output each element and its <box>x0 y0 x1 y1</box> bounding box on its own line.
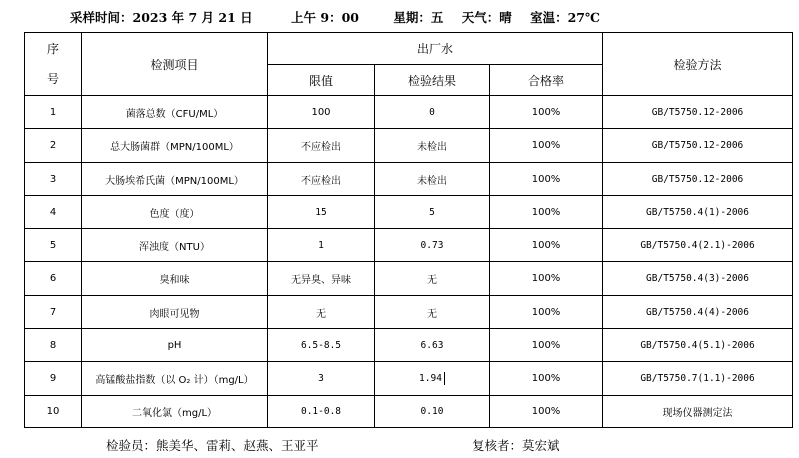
inspection-table <box>24 32 793 428</box>
row-limit: 不应检出 <box>268 163 375 196</box>
row-number: 7 <box>25 296 82 329</box>
col-header-pass-rate: 合格率 <box>490 65 603 96</box>
row-method: GB/T5750.4(5.1)-2006 <box>603 329 793 362</box>
row-number: 5 <box>25 229 82 262</box>
row-method: GB/T5750.4(1)-2006 <box>603 196 793 229</box>
row-result: 6.63 <box>375 329 490 362</box>
row-limit: 不应检出 <box>268 129 375 163</box>
row-pass-rate: 100% <box>490 296 603 329</box>
row-pass-rate: 100% <box>490 262 603 296</box>
row-number: 8 <box>25 329 82 362</box>
weather: 天气：晴 <box>461 10 512 25</box>
report-header <box>70 8 600 26</box>
reviewer: 复核者：莫宏斌 <box>472 438 560 453</box>
row-limit: 15 <box>268 196 375 229</box>
row-pass-rate: 100% <box>490 196 603 229</box>
col-header-method: 检验方法 <box>603 33 793 96</box>
table-row <box>25 163 793 196</box>
row-number: 3 <box>25 163 82 196</box>
row-method: GB/T5750.7(1.1)-2006 <box>603 362 793 396</box>
col-header-seq <box>25 33 82 96</box>
row-result: 未检出 <box>375 129 490 163</box>
table-row <box>25 229 793 262</box>
weekday: 星期：五 <box>393 10 444 25</box>
row-pass-rate: 100% <box>490 396 603 428</box>
inspectors: 检验员：熊美华、雷莉、赵燕、王亚平 <box>106 438 319 453</box>
sample-clock: 上午 9：00 <box>291 10 359 25</box>
col-header-outlet-water: 出厂水 <box>268 33 603 65</box>
table-row <box>25 329 793 362</box>
row-result: 1.94 <box>419 373 442 384</box>
table-row <box>25 296 793 329</box>
room-temperature: 室温：27℃ <box>530 10 600 25</box>
row-number: 6 <box>25 262 82 296</box>
row-item: 肉眼可见物 <box>82 296 268 329</box>
col-header-seq-bottom: 号 <box>46 72 59 86</box>
row-number: 1 <box>25 96 82 129</box>
row-item: 菌落总数（CFU/ML） <box>82 96 268 129</box>
row-pass-rate: 100% <box>490 362 603 396</box>
col-header-limit: 限值 <box>268 65 375 96</box>
row-number: 9 <box>25 362 82 396</box>
row-method: GB/T5750.12-2006 <box>603 129 793 163</box>
row-pass-rate: 100% <box>490 229 603 262</box>
row-item: 色度（度） <box>82 196 268 229</box>
row-result: 未检出 <box>375 163 490 196</box>
row-limit: 无异臭、异味 <box>268 262 375 296</box>
table-row <box>25 396 793 428</box>
row-method: GB/T5750.12-2006 <box>603 163 793 196</box>
col-header-result: 检验结果 <box>375 65 490 96</box>
row-item: 臭和味 <box>82 262 268 296</box>
row-limit: 无 <box>268 296 375 329</box>
row-limit: 6.5-8.5 <box>268 329 375 362</box>
row-limit: 1 <box>268 229 375 262</box>
row-pass-rate: 100% <box>490 163 603 196</box>
table-row <box>25 129 793 163</box>
row-item: 浑浊度（NTU） <box>82 229 268 262</box>
row-result: 5 <box>375 196 490 229</box>
row-result-cell[interactable] <box>375 362 490 396</box>
col-header-item: 检测项目 <box>82 33 268 96</box>
row-limit: 100 <box>268 96 375 129</box>
row-method: GB/T5750.4(3)-2006 <box>603 262 793 296</box>
sample-time: 采样时间：2023 年 7 月 21 日 <box>70 10 253 25</box>
row-item: pH <box>82 329 268 362</box>
row-item: 大肠埃希氏菌（MPN/100ML） <box>82 163 268 196</box>
row-number: 4 <box>25 196 82 229</box>
row-number: 10 <box>25 396 82 428</box>
row-limit: 3 <box>268 362 375 396</box>
col-header-seq-top: 序 <box>46 42 59 56</box>
row-item: 高锰酸盐指数（以 O₂ 计）（mg/L） <box>82 362 268 396</box>
table-row <box>25 262 793 296</box>
row-result: 无 <box>375 296 490 329</box>
row-pass-rate: 100% <box>490 129 603 163</box>
text-cursor <box>444 372 445 385</box>
row-result: 0.10 <box>375 396 490 428</box>
row-result: 0.73 <box>375 229 490 262</box>
row-pass-rate: 100% <box>490 329 603 362</box>
row-result: 0 <box>375 96 490 129</box>
row-method: 现场仪器测定法 <box>603 396 793 428</box>
row-item: 总大肠菌群（MPN/100ML） <box>82 129 268 163</box>
row-method: GB/T5750.4(4)-2006 <box>603 296 793 329</box>
row-pass-rate: 100% <box>490 96 603 129</box>
row-method: GB/T5750.4(2.1)-2006 <box>603 229 793 262</box>
row-number: 2 <box>25 129 82 163</box>
row-method: GB/T5750.12-2006 <box>603 96 793 129</box>
table-row <box>25 196 793 229</box>
row-item: 二氧化氯（mg/L） <box>82 396 268 428</box>
table-row <box>25 96 793 129</box>
row-limit: 0.1-0.8 <box>268 396 375 428</box>
row-result: 无 <box>375 262 490 296</box>
table-row <box>25 362 793 396</box>
